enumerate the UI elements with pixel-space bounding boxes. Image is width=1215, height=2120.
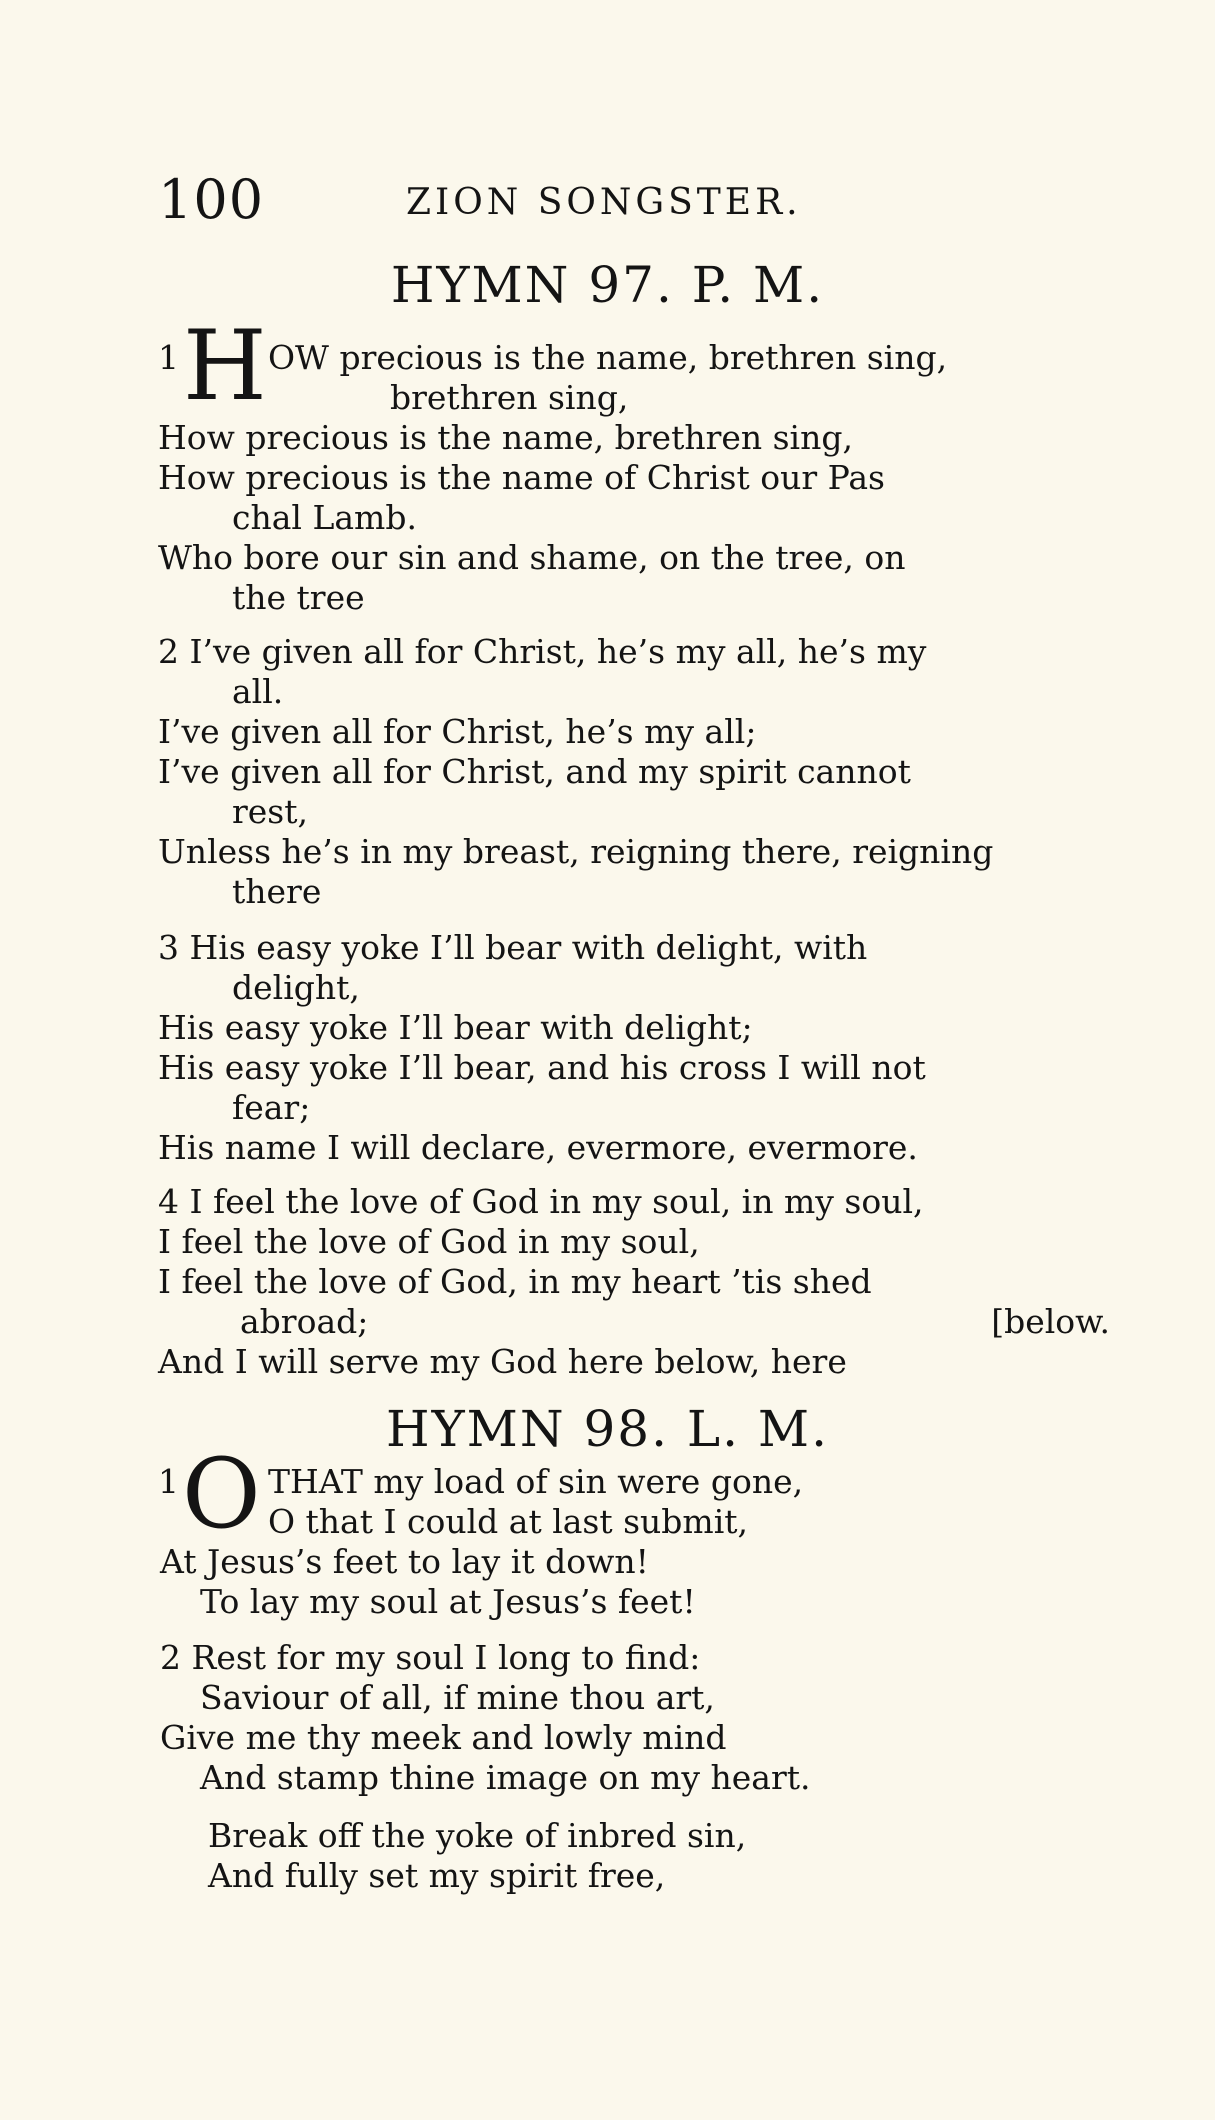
verse-line: OW precious is the name, brethren sing, [268,338,948,377]
verse-line: I feel the love of God, in my heart ’tis shed [158,1262,872,1301]
hymn-97-title: HYMN 97. P. M. [390,256,825,314]
drop-cap: H [183,310,267,422]
verse-line: rest, [232,792,308,831]
verse-line: delight, [232,968,360,1007]
hymn-98-title: HYMN 98. L. M. [386,1400,829,1458]
verse-line: Who bore our sin and shame, on the tree, on [158,538,906,577]
verse-line-turnover: [below. [991,1302,1110,1341]
verse-line: Give me thy meek and lowly mind [160,1718,727,1757]
verse-line: His easy yoke I’ll bear with delight; [158,1008,753,1047]
verse-line: How precious is the name of Christ our Pas [158,458,885,497]
verse-line: Unless he’s in my breast, reigning there, reigning [158,832,994,871]
page-header [158,168,878,238]
verse-line: brethren sing, [390,378,629,417]
verse-line: His name I will declare, evermore, evermore. [158,1128,918,1167]
page-number: 100 [158,168,265,231]
verse-number: 1 [158,338,179,377]
running-head: ZION SONGSTER. [406,182,802,223]
drop-cap: O [182,1438,261,1550]
verse-line: To lay my soul at Jesus’s feet! [200,1582,696,1621]
verse-line: all. [232,672,284,711]
verse-line: there [232,872,322,911]
verse-line: 2 Rest for my soul I long to find: [160,1638,701,1677]
verse-line: chal Lamb. [232,498,417,537]
verse-line: And I will serve my God here below, here [158,1342,847,1381]
verse-line: 4 I feel the love of God in my soul, in my soul, [158,1182,924,1221]
verse-line: His easy yoke I’ll bear, and his cross I will not [158,1048,926,1087]
verse-line: I’ve given all for Christ, and my spirit cannot [158,752,911,791]
verse-line: THAT my load of sin were gone, [268,1462,804,1501]
verse-line: O that I could at last submit, [268,1502,749,1541]
verse-line: And fully set my spirit free, [208,1856,666,1895]
verse-line: 2 I’ve given all for Christ, he’s my all, he’s my [158,632,927,671]
verse-line: the tree [232,578,365,617]
verse-line: And stamp thine image on my heart. [200,1758,811,1797]
verse-line: How precious is the name, brethren sing, [158,418,853,457]
verse-number: 1 [158,1462,179,1501]
verse-line: Break off the yoke of inbred sin, [208,1816,747,1855]
verse-line: 3 His easy yoke I’ll bear with delight, with [158,928,868,967]
verse-line: I feel the love of God in my soul, [158,1222,700,1261]
verse-line: At Jesus’s feet to lay it down! [160,1542,649,1581]
verse-line: Saviour of all, if mine thou art, [200,1678,715,1717]
verse-line: fear; [232,1088,311,1127]
verse-line: abroad; [240,1302,369,1341]
verse-line: I’ve given all for Christ, he’s my all; [158,712,757,751]
